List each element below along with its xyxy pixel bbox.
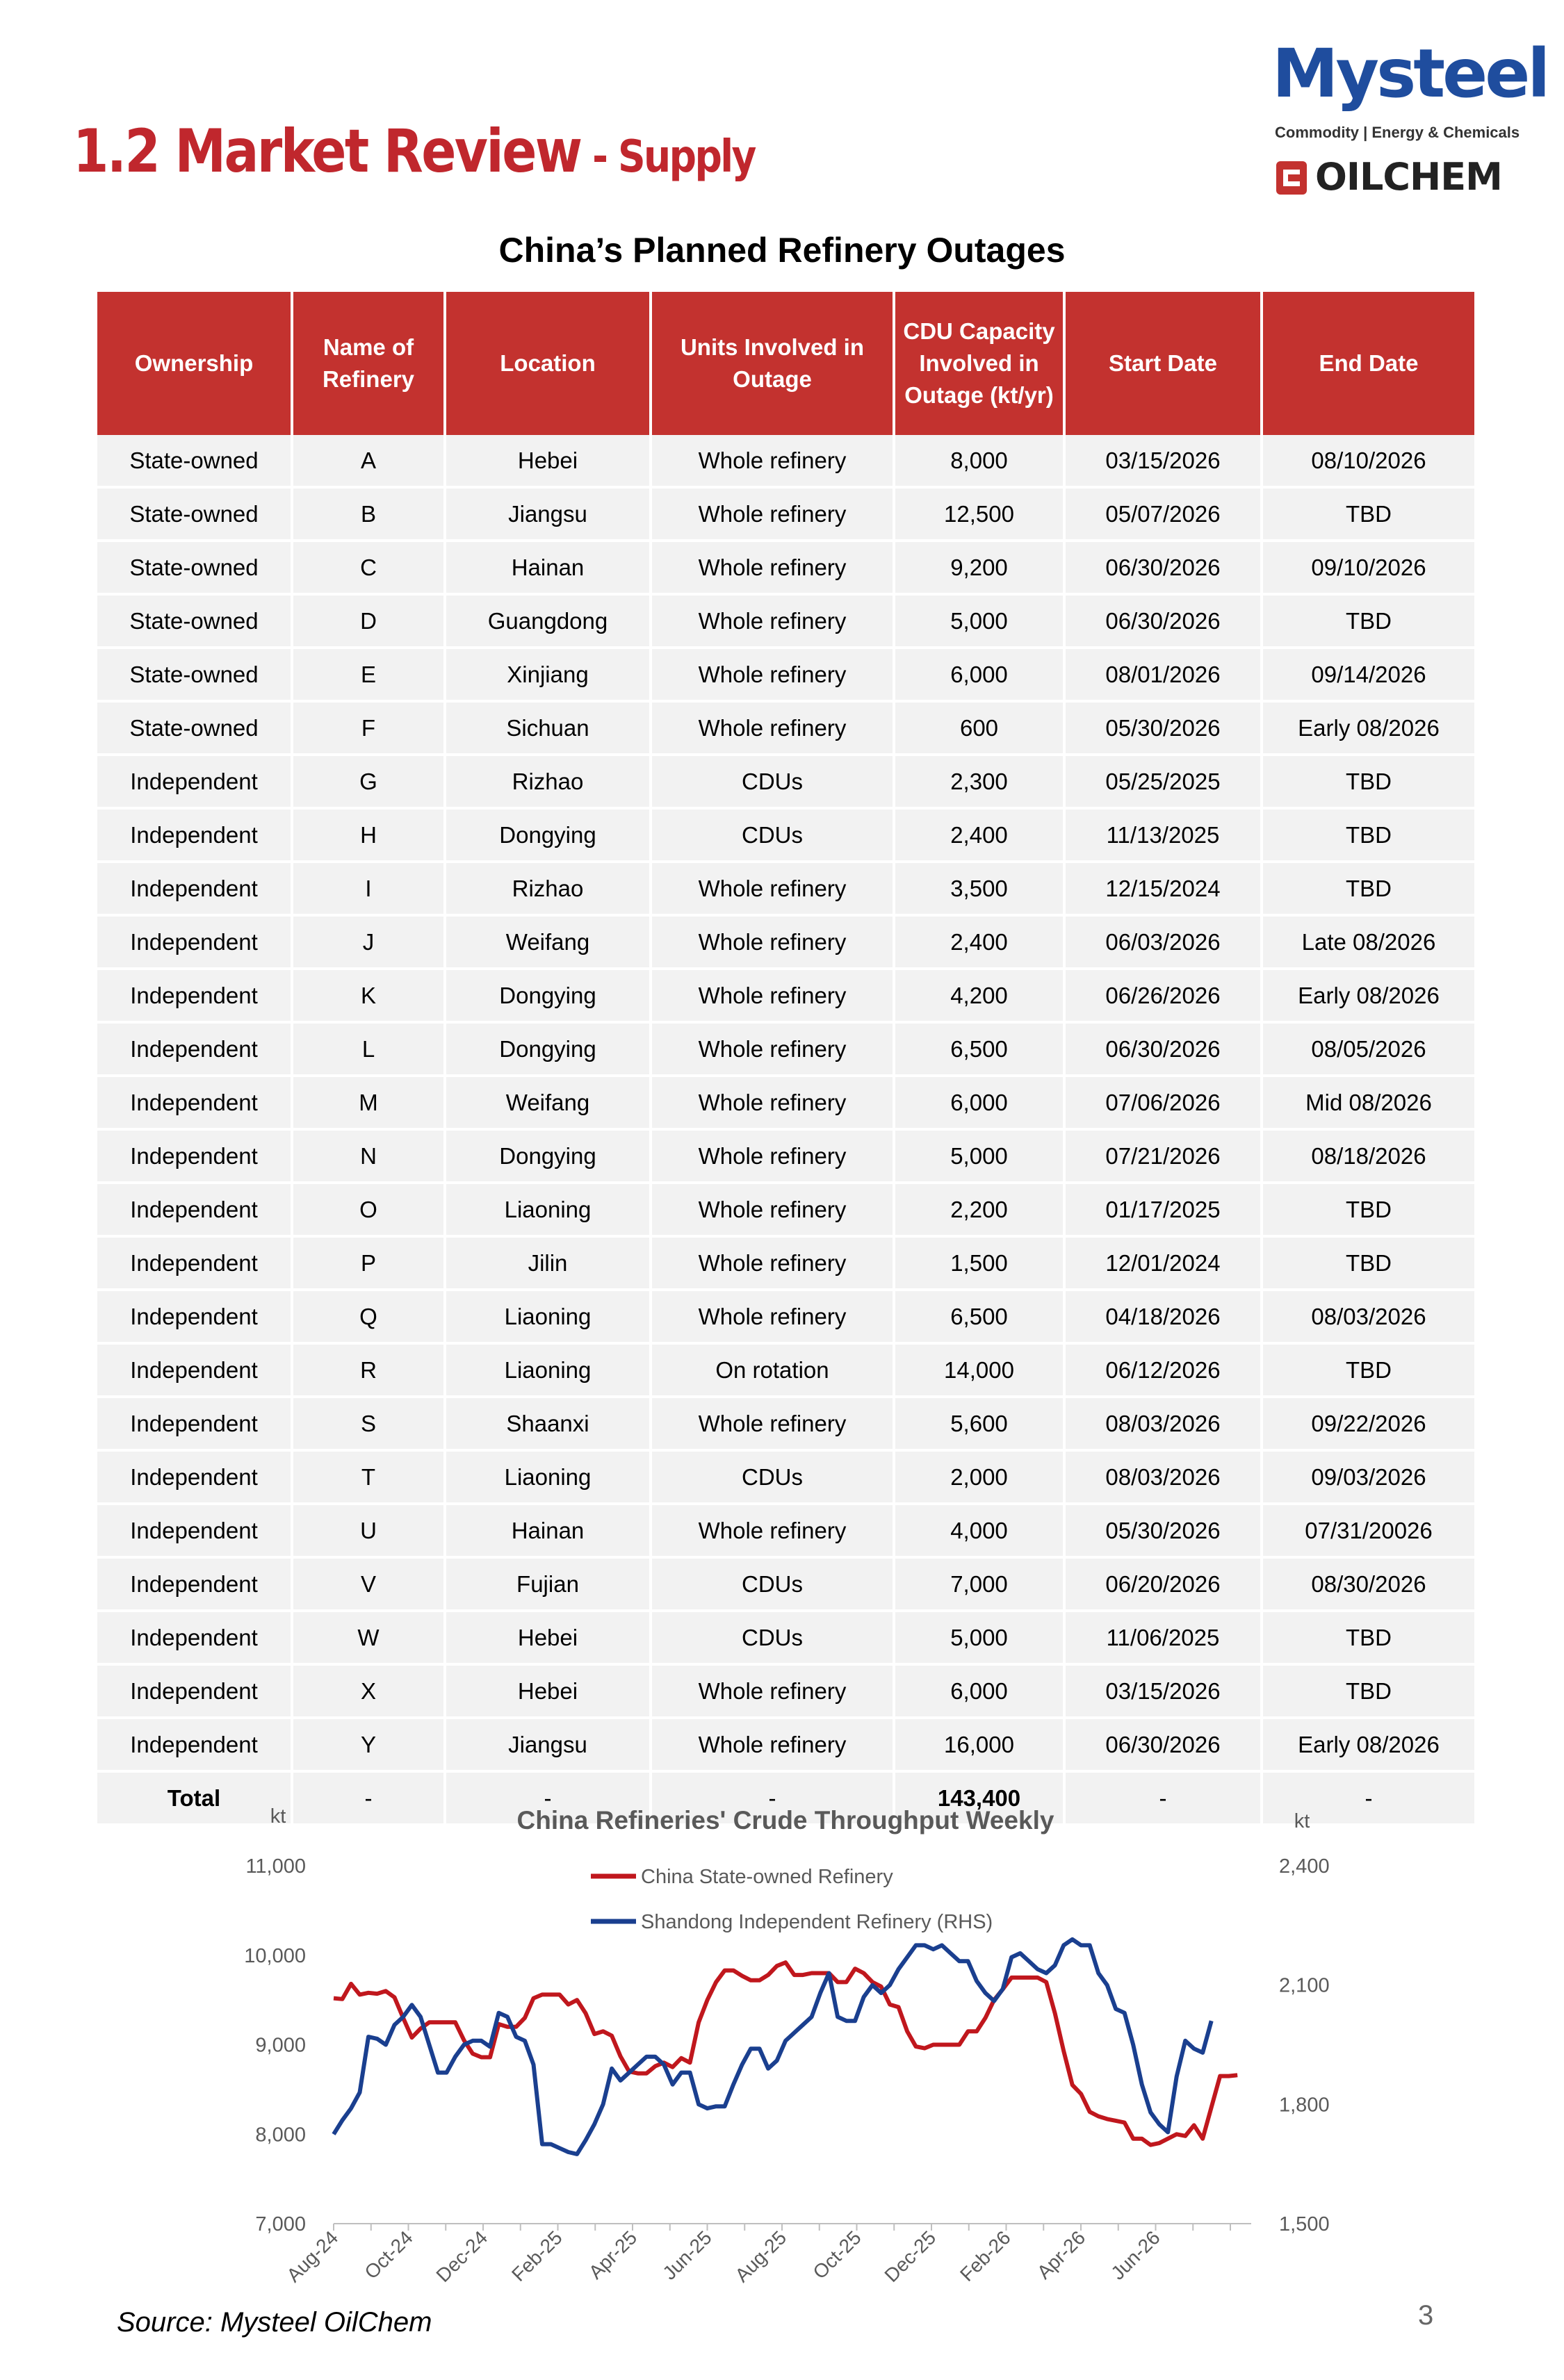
cell-ownership: State-owned <box>97 435 293 489</box>
page-number: 3 <box>1418 2300 1434 2331</box>
table-row <box>97 489 1477 542</box>
table-row <box>97 1612 1477 1666</box>
cell-refinery-name: U <box>293 1505 446 1559</box>
cell-cdu-capacity: 2,400 <box>895 917 1066 970</box>
cell-ownership: Independent <box>97 810 293 863</box>
cell-refinery-name: H <box>293 810 446 863</box>
table-row <box>97 1719 1477 1773</box>
cell-units: Whole refinery <box>652 917 895 970</box>
x-tick-label: Jun-25 <box>658 2226 716 2284</box>
table-row <box>97 970 1477 1024</box>
header-refinery-name: Name of Refinery <box>293 292 446 435</box>
cell-ownership: Independent <box>97 1291 293 1345</box>
cell-refinery-name: J <box>293 917 446 970</box>
cell-location: Dongying <box>446 970 652 1024</box>
cell-cdu-capacity: 6,500 <box>895 1291 1066 1345</box>
cell-refinery-name: O <box>293 1184 446 1238</box>
cell-end-date: 09/10/2026 <box>1263 542 1477 596</box>
cell-units: CDUs <box>652 810 895 863</box>
cell-start-date: 07/21/2026 <box>1066 1131 1263 1184</box>
page-title <box>73 117 755 186</box>
cell-cdu-capacity: 2,300 <box>895 756 1066 810</box>
left-axis-unit: kt <box>270 1805 286 1828</box>
cell-start-date: 06/30/2026 <box>1066 596 1263 649</box>
right-axis-unit: kt <box>1294 1810 1310 1832</box>
table-row <box>97 1131 1477 1184</box>
cell-ownership: Independent <box>97 1719 293 1773</box>
cell-refinery-name: C <box>293 542 446 596</box>
cell-cdu-capacity: 6,000 <box>895 1077 1066 1131</box>
cell-end-date: Late 08/2026 <box>1263 917 1477 970</box>
cell-units: Whole refinery <box>652 1238 895 1291</box>
cell-cdu-capacity: 5,600 <box>895 1398 1066 1452</box>
cell-end-date: 08/10/2026 <box>1263 435 1477 489</box>
cell-start-date: 12/01/2024 <box>1066 1238 1263 1291</box>
cell-cdu-capacity: 2,000 <box>895 1452 1066 1505</box>
cell-start-date: 03/15/2026 <box>1066 1666 1263 1719</box>
cell-location: Guangdong <box>446 596 652 649</box>
cell-end-date: TBD <box>1263 1345 1477 1398</box>
cell-end-date: TBD <box>1263 489 1477 542</box>
cell-refinery-name: A <box>293 435 446 489</box>
cell-ownership: Independent <box>97 1559 293 1612</box>
source-note: Source: Mysteel OilChem <box>117 2307 432 2338</box>
cell-refinery-name: E <box>293 649 446 703</box>
cell-end-date: Mid 08/2026 <box>1263 1077 1477 1131</box>
table-row <box>97 435 1477 489</box>
cell-start-date: 06/30/2026 <box>1066 542 1263 596</box>
cell-ownership: Independent <box>97 1612 293 1666</box>
oilchem-mark-icon <box>1275 160 1308 196</box>
cell-units: Whole refinery <box>652 863 895 917</box>
table-row <box>97 756 1477 810</box>
table-row <box>97 1505 1477 1559</box>
cell-start-date: 06/30/2026 <box>1066 1719 1263 1773</box>
cell-end-date: 08/05/2026 <box>1263 1024 1477 1077</box>
cell-units: Whole refinery <box>652 1184 895 1238</box>
cell-cdu-capacity: 7,000 <box>895 1559 1066 1612</box>
oilchem-logo <box>1275 157 1539 199</box>
cell-location: Liaoning <box>446 1184 652 1238</box>
x-tick-label: Oct-24 <box>360 2226 417 2283</box>
cell-ownership: State-owned <box>97 649 293 703</box>
cell-ownership: Independent <box>97 970 293 1024</box>
cell-refinery-name: Y <box>293 1719 446 1773</box>
cell-start-date: 12/15/2024 <box>1066 863 1263 917</box>
cell-units: Whole refinery <box>652 1291 895 1345</box>
table-row <box>97 1184 1477 1238</box>
table-header-row <box>97 292 1477 435</box>
cell-ownership: Independent <box>97 1131 293 1184</box>
cell-units: Whole refinery <box>652 703 895 756</box>
cell-end-date: TBD <box>1263 1238 1477 1291</box>
cell-cdu-capacity: 3,500 <box>895 863 1066 917</box>
cell-cdu-capacity: 5,000 <box>895 1131 1066 1184</box>
cell-end-date: 08/03/2026 <box>1263 1291 1477 1345</box>
cell-location: Fujian <box>446 1559 652 1612</box>
cell-units: Whole refinery <box>652 649 895 703</box>
cell-units: Whole refinery <box>652 1666 895 1719</box>
cell-refinery-name: B <box>293 489 446 542</box>
cell-cdu-capacity: 9,200 <box>895 542 1066 596</box>
throughput-chart <box>0 1793 1564 2335</box>
cell-location: Jiangsu <box>446 489 652 542</box>
table-row <box>97 542 1477 596</box>
y-tick-label: 8,000 <box>255 2124 306 2147</box>
x-tick-label: Aug-24 <box>282 2226 343 2287</box>
cell-ownership: State-owned <box>97 542 293 596</box>
cell-cdu-capacity: 4,000 <box>895 1505 1066 1559</box>
cell-end-date: TBD <box>1263 1184 1477 1238</box>
x-tick-label: Feb-25 <box>507 2226 567 2285</box>
series-line-0 <box>334 1962 1237 2145</box>
cell-location: Rizhao <box>446 756 652 810</box>
cell-start-date: 05/25/2025 <box>1066 756 1263 810</box>
cell-refinery-name: N <box>293 1131 446 1184</box>
header-ownership: Ownership <box>97 292 293 435</box>
chart-title: China Refineries' Crude Throughput Weekly <box>516 1806 1054 1835</box>
cell-ownership: State-owned <box>97 596 293 649</box>
mysteel-logo-text: Mysteel <box>1272 35 1548 113</box>
cell-end-date: TBD <box>1263 1612 1477 1666</box>
y-tick-label: 10,000 <box>244 1944 306 1967</box>
table-row <box>97 1238 1477 1291</box>
cell-end-date: TBD <box>1263 756 1477 810</box>
x-tick-label: Oct-25 <box>808 2226 865 2283</box>
x-tick-label: Apr-26 <box>1032 2226 1090 2283</box>
cell-units: Whole refinery <box>652 1077 895 1131</box>
y-tick-label: 11,000 <box>245 1855 306 1878</box>
y2-tick-label: 2,400 <box>1279 1855 1330 1878</box>
table-row <box>97 1398 1477 1452</box>
table-row <box>97 703 1477 756</box>
header-end-date: End Date <box>1263 292 1477 435</box>
cell-units: On rotation <box>652 1345 895 1398</box>
cell-location: Xinjiang <box>446 649 652 703</box>
cell-location: Hebei <box>446 1666 652 1719</box>
total-cell-end-date: - <box>1263 1773 1477 1826</box>
cell-location: Hebei <box>446 435 652 489</box>
table-row <box>97 1024 1477 1077</box>
y2-tick-label: 1,500 <box>1279 2213 1330 2235</box>
cell-end-date: TBD <box>1263 596 1477 649</box>
y-tick-label: 7,000 <box>255 2213 306 2235</box>
cell-end-date: TBD <box>1263 810 1477 863</box>
cell-location: Liaoning <box>446 1291 652 1345</box>
y2-tick-label: 1,800 <box>1279 2094 1330 2117</box>
cell-location: Jilin <box>446 1238 652 1291</box>
total-cell-location: - <box>446 1773 652 1826</box>
cell-end-date: Early 08/2026 <box>1263 1719 1477 1773</box>
cell-ownership: Independent <box>97 1666 293 1719</box>
cell-ownership: Independent <box>97 1077 293 1131</box>
cell-ownership: State-owned <box>97 703 293 756</box>
cell-start-date: 03/15/2026 <box>1066 435 1263 489</box>
total-cell-ownership: Total <box>97 1773 293 1826</box>
cell-cdu-capacity: 14,000 <box>895 1345 1066 1398</box>
cell-ownership: Independent <box>97 863 293 917</box>
table-row <box>97 1452 1477 1505</box>
cell-end-date: Early 08/2026 <box>1263 970 1477 1024</box>
cell-location: Dongying <box>446 1024 652 1077</box>
cell-refinery-name: Q <box>293 1291 446 1345</box>
table-row <box>97 1666 1477 1719</box>
cell-ownership: State-owned <box>97 489 293 542</box>
cell-refinery-name: G <box>293 756 446 810</box>
cell-cdu-capacity: 1,500 <box>895 1238 1066 1291</box>
cell-location: Liaoning <box>446 1345 652 1398</box>
total-cell-units: - <box>652 1773 895 1826</box>
cell-location: Hebei <box>446 1612 652 1666</box>
cell-end-date: 07/31/20026 <box>1263 1505 1477 1559</box>
cell-units: Whole refinery <box>652 1131 895 1184</box>
throughput-chart-svg <box>0 1793 1564 2335</box>
cell-units: Whole refinery <box>652 970 895 1024</box>
cell-cdu-capacity: 6,000 <box>895 1666 1066 1719</box>
cell-cdu-capacity: 16,000 <box>895 1719 1066 1773</box>
cell-refinery-name: M <box>293 1077 446 1131</box>
cell-end-date: TBD <box>1263 1666 1477 1719</box>
cell-units: Whole refinery <box>652 1505 895 1559</box>
cell-cdu-capacity: 5,000 <box>895 1612 1066 1666</box>
page-title-main: 1.2 Market Review <box>73 117 581 186</box>
total-cell-cdu-capacity: 143,400 <box>895 1773 1066 1826</box>
cell-start-date: 06/30/2026 <box>1066 1024 1263 1077</box>
cell-location: Jiangsu <box>446 1719 652 1773</box>
table-row <box>97 1345 1477 1398</box>
brand-logo <box>1272 35 1548 207</box>
total-cell-start-date: - <box>1066 1773 1263 1826</box>
table-row <box>97 1077 1477 1131</box>
cell-end-date: 09/22/2026 <box>1263 1398 1477 1452</box>
cell-refinery-name: K <box>293 970 446 1024</box>
cell-end-date: Early 08/2026 <box>1263 703 1477 756</box>
table-row <box>97 917 1477 970</box>
cell-start-date: 05/07/2026 <box>1066 489 1263 542</box>
legend-label-0: China State-owned Refinery <box>641 1866 893 1888</box>
cell-start-date: 08/01/2026 <box>1066 649 1263 703</box>
cell-units: CDUs <box>652 1559 895 1612</box>
cell-cdu-capacity: 2,200 <box>895 1184 1066 1238</box>
cell-ownership: Independent <box>97 1184 293 1238</box>
cell-refinery-name: L <box>293 1024 446 1077</box>
x-tick-label: Jun-26 <box>1107 2226 1164 2284</box>
cell-ownership: Independent <box>97 1024 293 1077</box>
cell-start-date: 11/13/2025 <box>1066 810 1263 863</box>
x-tick-label: Apr-25 <box>584 2226 642 2283</box>
cell-location: Hainan <box>446 542 652 596</box>
cell-units: Whole refinery <box>652 1398 895 1452</box>
cell-start-date: 04/18/2026 <box>1066 1291 1263 1345</box>
cell-start-date: 08/03/2026 <box>1066 1398 1263 1452</box>
table-row <box>97 1291 1477 1345</box>
cell-units: Whole refinery <box>652 1024 895 1077</box>
cell-start-date: 11/06/2025 <box>1066 1612 1263 1666</box>
cell-ownership: Independent <box>97 756 293 810</box>
cell-location: Sichuan <box>446 703 652 756</box>
cell-units: Whole refinery <box>652 1719 895 1773</box>
cell-location: Dongying <box>446 810 652 863</box>
oilchem-logo-text: OILCHEM <box>1315 155 1502 199</box>
cell-refinery-name: D <box>293 596 446 649</box>
header-location: Location <box>446 292 652 435</box>
cell-end-date: 09/14/2026 <box>1263 649 1477 703</box>
cell-units: CDUs <box>652 1612 895 1666</box>
refinery-outages-table <box>97 292 1477 1826</box>
cell-refinery-name: I <box>293 863 446 917</box>
cell-refinery-name: V <box>293 1559 446 1612</box>
cell-location: Liaoning <box>446 1452 652 1505</box>
cell-cdu-capacity: 12,500 <box>895 489 1066 542</box>
total-cell-refinery-name: - <box>293 1773 446 1826</box>
header-units: Units Involved in Outage <box>652 292 895 435</box>
cell-ownership: Independent <box>97 917 293 970</box>
x-tick-label: Aug-25 <box>731 2226 791 2287</box>
cell-end-date: 08/18/2026 <box>1263 1131 1477 1184</box>
table-row <box>97 810 1477 863</box>
cell-start-date: 01/17/2025 <box>1066 1184 1263 1238</box>
cell-units: Whole refinery <box>652 542 895 596</box>
cell-location: Weifang <box>446 1077 652 1131</box>
cell-cdu-capacity: 5,000 <box>895 596 1066 649</box>
cell-cdu-capacity: 6,500 <box>895 1024 1066 1077</box>
header-cdu-capacity: CDU Capacity Involved in Outage (kt/yr) <box>895 292 1066 435</box>
cell-start-date: 05/30/2026 <box>1066 703 1263 756</box>
cell-refinery-name: P <box>293 1238 446 1291</box>
cell-start-date: 06/12/2026 <box>1066 1345 1263 1398</box>
cell-start-date: 07/06/2026 <box>1066 1077 1263 1131</box>
cell-location: Rizhao <box>446 863 652 917</box>
cell-refinery-name: S <box>293 1398 446 1452</box>
cell-location: Dongying <box>446 1131 652 1184</box>
cell-ownership: Independent <box>97 1398 293 1452</box>
table-title: China’s Planned Refinery Outages <box>498 231 1066 270</box>
cell-cdu-capacity: 2,400 <box>895 810 1066 863</box>
cell-refinery-name: W <box>293 1612 446 1666</box>
table-row <box>97 596 1477 649</box>
cell-cdu-capacity: 8,000 <box>895 435 1066 489</box>
cell-end-date: TBD <box>1263 863 1477 917</box>
table-row <box>97 1559 1477 1612</box>
cell-refinery-name: X <box>293 1666 446 1719</box>
cell-units: Whole refinery <box>652 489 895 542</box>
table-row <box>97 863 1477 917</box>
cell-end-date: 08/30/2026 <box>1263 1559 1477 1612</box>
cell-location: Shaanxi <box>446 1398 652 1452</box>
cell-units: CDUs <box>652 1452 895 1505</box>
cell-cdu-capacity: 4,200 <box>895 970 1066 1024</box>
cell-start-date: 05/30/2026 <box>1066 1505 1263 1559</box>
cell-start-date: 06/26/2026 <box>1066 970 1263 1024</box>
cell-ownership: Independent <box>97 1345 293 1398</box>
cell-refinery-name: F <box>293 703 446 756</box>
cell-location: Weifang <box>446 917 652 970</box>
y2-tick-label: 2,100 <box>1279 1974 1330 1997</box>
cell-units: CDUs <box>652 756 895 810</box>
cell-ownership: Independent <box>97 1505 293 1559</box>
x-tick-label: Feb-26 <box>956 2226 1015 2285</box>
cell-start-date: 06/03/2026 <box>1066 917 1263 970</box>
x-tick-label: Dec-25 <box>880 2226 940 2287</box>
cell-refinery-name: R <box>293 1345 446 1398</box>
cell-end-date: 09/03/2026 <box>1263 1452 1477 1505</box>
x-tick-label: Dec-24 <box>432 2226 492 2287</box>
header-start-date: Start Date <box>1066 292 1263 435</box>
cell-units: Whole refinery <box>652 596 895 649</box>
cell-ownership: Independent <box>97 1452 293 1505</box>
table-row <box>97 649 1477 703</box>
cell-cdu-capacity: 600 <box>895 703 1066 756</box>
page-title-sub: - Supply <box>580 131 755 183</box>
cell-refinery-name: T <box>293 1452 446 1505</box>
cell-ownership: Independent <box>97 1238 293 1291</box>
cell-start-date: 08/03/2026 <box>1066 1452 1263 1505</box>
y-tick-label: 9,000 <box>255 2034 306 2057</box>
logo-tagline: Commodity | Energy & Chemicals <box>1275 124 1520 141</box>
cell-start-date: 06/20/2026 <box>1066 1559 1263 1612</box>
cell-location: Hainan <box>446 1505 652 1559</box>
legend-label-1: Shandong Independent Refinery (RHS) <box>641 1911 993 1933</box>
cell-units: Whole refinery <box>652 435 895 489</box>
cell-cdu-capacity: 6,000 <box>895 649 1066 703</box>
